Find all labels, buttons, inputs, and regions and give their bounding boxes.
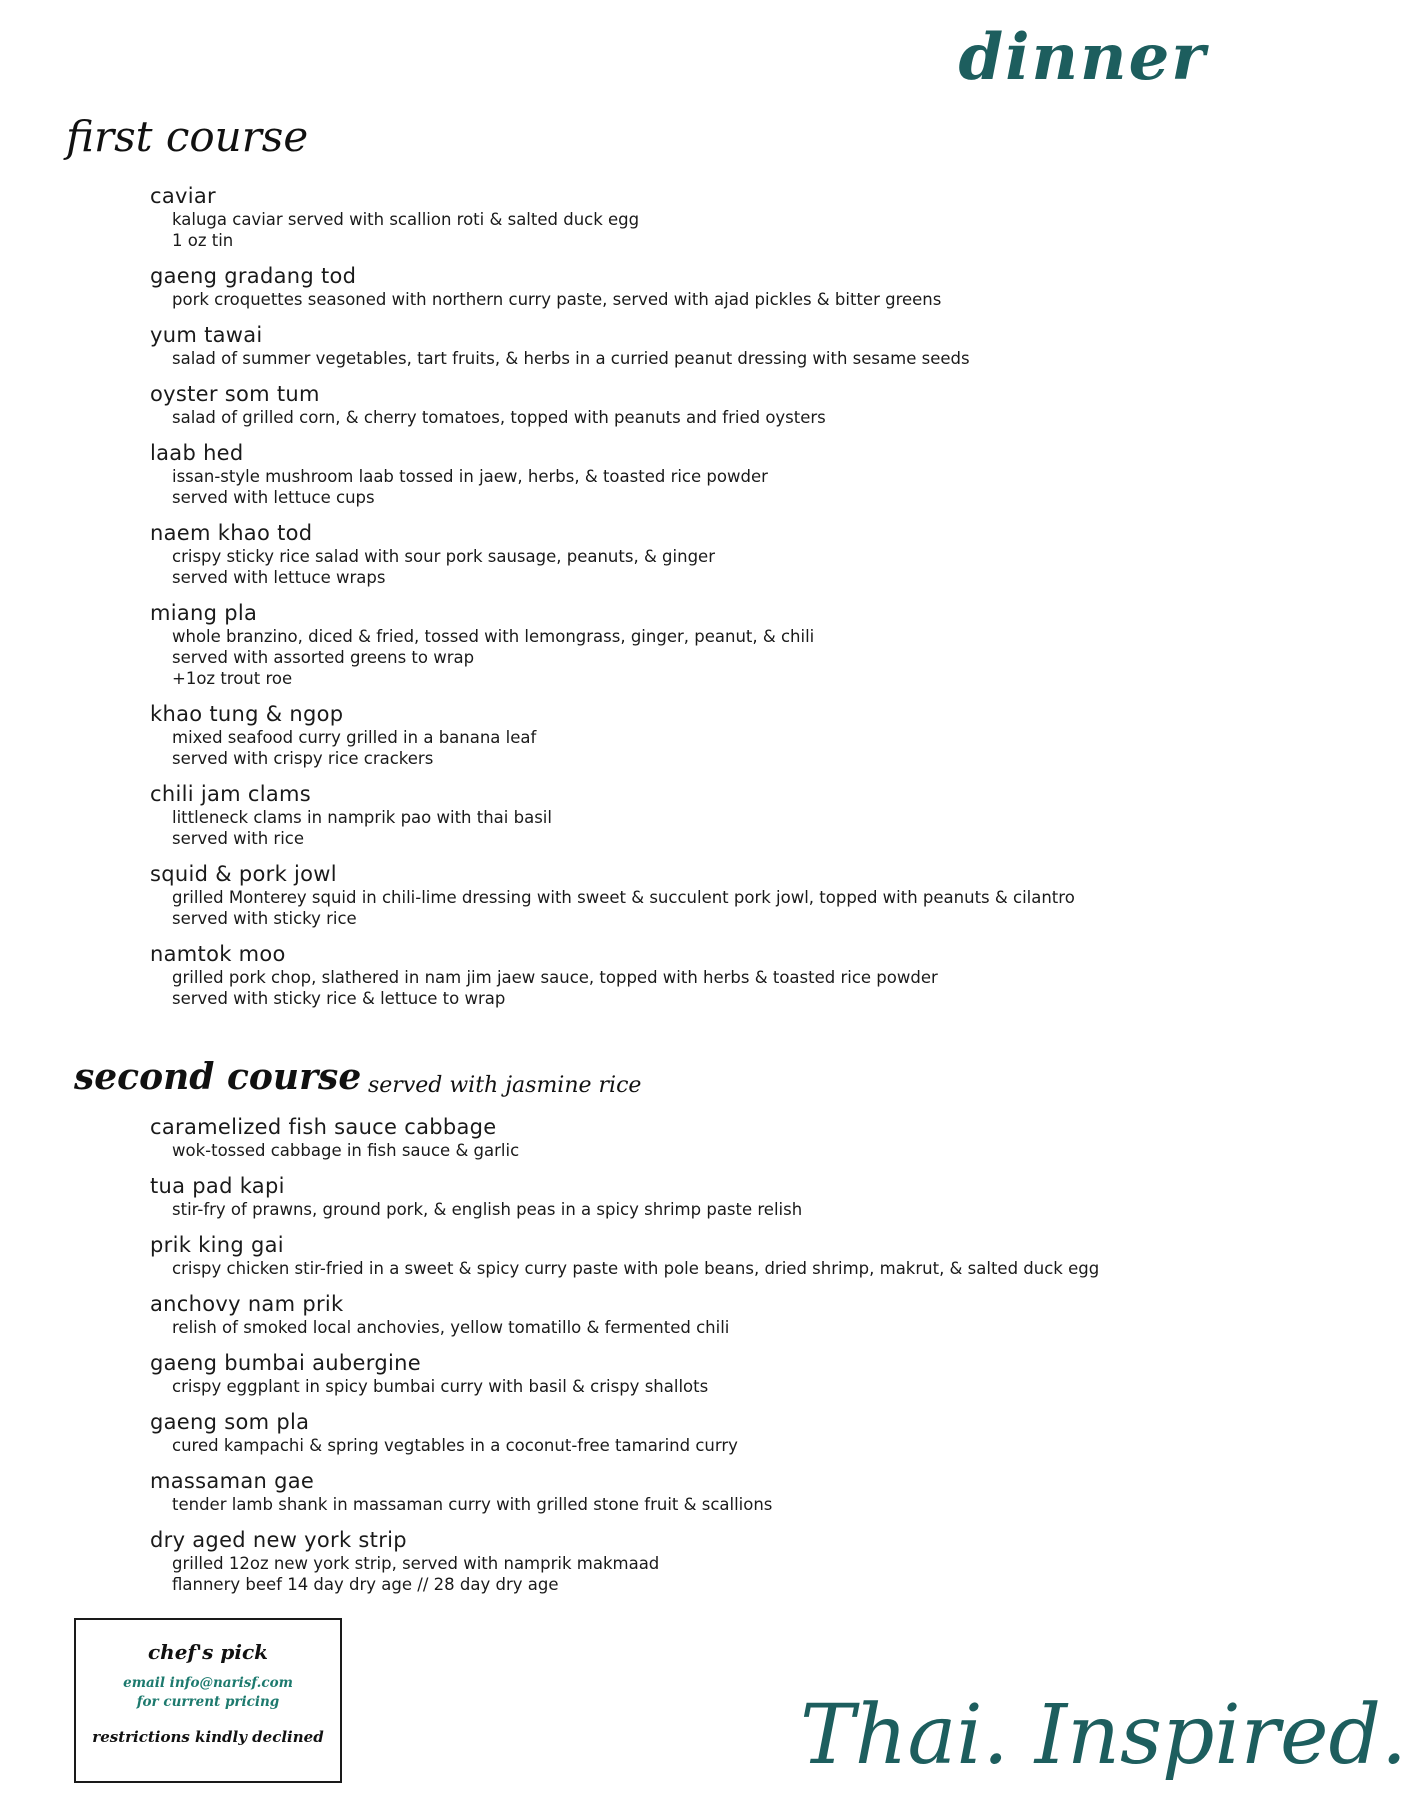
menu-item [150, 1173, 1210, 1220]
menu-title: dinner [958, 20, 1207, 95]
chefs-pick-title: chef's pick [147, 1640, 268, 1664]
tagline: Thai. Inspired. [800, 1688, 1407, 1783]
menu-item-name: laab hed [150, 441, 244, 465]
menu-item [150, 322, 1210, 369]
menu-item-description: flannery beef 14 day dry age // 28 day dry age [172, 1575, 559, 1594]
menu-item [150, 263, 1210, 310]
menu-item-name: prik king gai [150, 1233, 284, 1257]
first-course-heading: first course [66, 112, 309, 161]
menu-item-description: salad of summer vegetables, tart fruits, & herbs in a curried peanut dressing with sesame seeds [172, 349, 970, 368]
menu-item-description: crispy sticky rice salad with sour pork sausage, peanuts, & ginger [172, 547, 715, 566]
menu-item-description: kaluga caviar served with scallion roti & salted duck egg [172, 210, 640, 229]
menu-item-name: tua pad kapi [150, 1174, 285, 1198]
chefs-pick-restrictions: restrictions kindly declined [92, 1728, 324, 1746]
menu-item [150, 520, 1210, 588]
menu-item-description: grilled 12oz new york strip, served with namprik makmaad [172, 1554, 660, 1573]
menu-item [150, 440, 1210, 508]
menu-item-description: crispy eggplant in spicy bumbai curry with basil & crispy shallots [172, 1377, 709, 1396]
menu-item-name: caviar [150, 184, 216, 208]
menu-item-name: yum tawai [150, 323, 263, 347]
menu-item-name: oyster som tum [150, 382, 320, 406]
menu-item [150, 781, 1210, 849]
menu-item-description: whole branzino, diced & fried, tossed with lemongrass, ginger, peanut, & chili [172, 627, 815, 646]
menu-item-name: caramelized fish sauce cabbage [150, 1115, 497, 1139]
menu-item-description: grilled pork chop, slathered in nam jim jaew sauce, topped with herbs & toasted rice powder [172, 968, 938, 987]
menu-item-description: crispy chicken stir-fried in a sweet & spicy curry paste with pole beans, dried shrimp, makrut, & salted duck egg [172, 1259, 1100, 1278]
menu-item-description: served with lettuce wraps [172, 568, 386, 587]
menu-item-name: namtok moo [150, 942, 286, 966]
chefs-pick-box [74, 1618, 342, 1783]
menu-item-description: mixed seafood curry grilled in a banana leaf [172, 728, 537, 747]
menu-item [150, 1232, 1210, 1279]
menu-item-name: gaeng gradang tod [150, 264, 357, 288]
menu-item-name: anchovy nam prik [150, 1292, 344, 1316]
second-course-note: served with jasmine rice [368, 1073, 642, 1098]
menu-item [150, 1114, 1210, 1161]
menu-item-description: served with assorted greens to wrap [172, 648, 475, 667]
menu-item-description: tender lamb shank in massaman curry with grilled stone fruit & scallions [172, 1495, 773, 1514]
menu-item [150, 1409, 1210, 1456]
menu-item-description: salad of grilled corn, & cherry tomatoes, topped with peanuts and fried oysters [172, 408, 826, 427]
menu-item-description: served with lettuce cups [172, 488, 375, 507]
menu-item [150, 1350, 1210, 1397]
menu-item-description: grilled Monterey squid in chili-lime dressing with sweet & succulent pork jowl, topped with peanuts & cilantro [172, 888, 1075, 907]
menu-item-name: gaeng som pla [150, 1410, 310, 1434]
menu-item [150, 381, 1210, 428]
menu-item-description: cured kampachi & spring vegtables in a coconut-free tamarind curry [172, 1436, 738, 1455]
menu-item [150, 701, 1210, 769]
menu-item [150, 600, 1210, 689]
menu-item-description: littleneck clams in namprik pao with thai basil [172, 808, 552, 827]
menu-item [150, 1291, 1210, 1338]
menu-item [150, 861, 1210, 929]
second-course-heading: second course [74, 1056, 362, 1098]
menu-item-description: stir-fry of prawns, ground pork, & english peas in a spicy shrimp paste relish [172, 1200, 803, 1219]
menu-item-name: squid & pork jowl [150, 862, 337, 886]
menu-item [150, 1468, 1210, 1515]
chefs-pick-pricing: for current pricing [136, 1694, 280, 1710]
menu-item-name: gaeng bumbai aubergine [150, 1351, 421, 1375]
menu-item-description: served with sticky rice [172, 909, 357, 928]
menu-item-description: +1oz trout roe [172, 669, 293, 688]
menu-item [150, 941, 1210, 1009]
menu-item-description: 1 oz tin [172, 231, 234, 250]
menu-item [150, 1527, 1210, 1595]
second-course-list [150, 1114, 1210, 1607]
menu-item-name: miang pla [150, 601, 258, 625]
menu-item-name: naem khao tod [150, 521, 313, 545]
menu-item-description: relish of smoked local anchovies, yellow tomatillo & fermented chili [172, 1318, 730, 1337]
menu-item-description: served with sticky rice & lettuce to wrap [172, 989, 506, 1008]
menu-item-description: pork croquettes seasoned with northern curry paste, served with ajad pickles & bitter greens [172, 290, 942, 309]
menu-item-name: dry aged new york strip [150, 1528, 407, 1552]
menu-item-name: massaman gae [150, 1469, 315, 1493]
menu-item-name: khao tung & ngop [150, 702, 344, 726]
menu-item [150, 183, 1210, 251]
menu-item-description: wok-tossed cabbage in fish sauce & garlic [172, 1141, 520, 1160]
menu-item-description: served with crispy rice crackers [172, 749, 434, 768]
chefs-pick-contact: email info@narisf.com [123, 1675, 293, 1691]
first-course-list [150, 183, 1210, 1021]
menu-item-description: issan-style mushroom laab tossed in jaew, herbs, & toasted rice powder [172, 467, 768, 486]
menu-item-name: chili jam clams [150, 782, 312, 806]
menu-item-description: served with rice [172, 829, 305, 848]
